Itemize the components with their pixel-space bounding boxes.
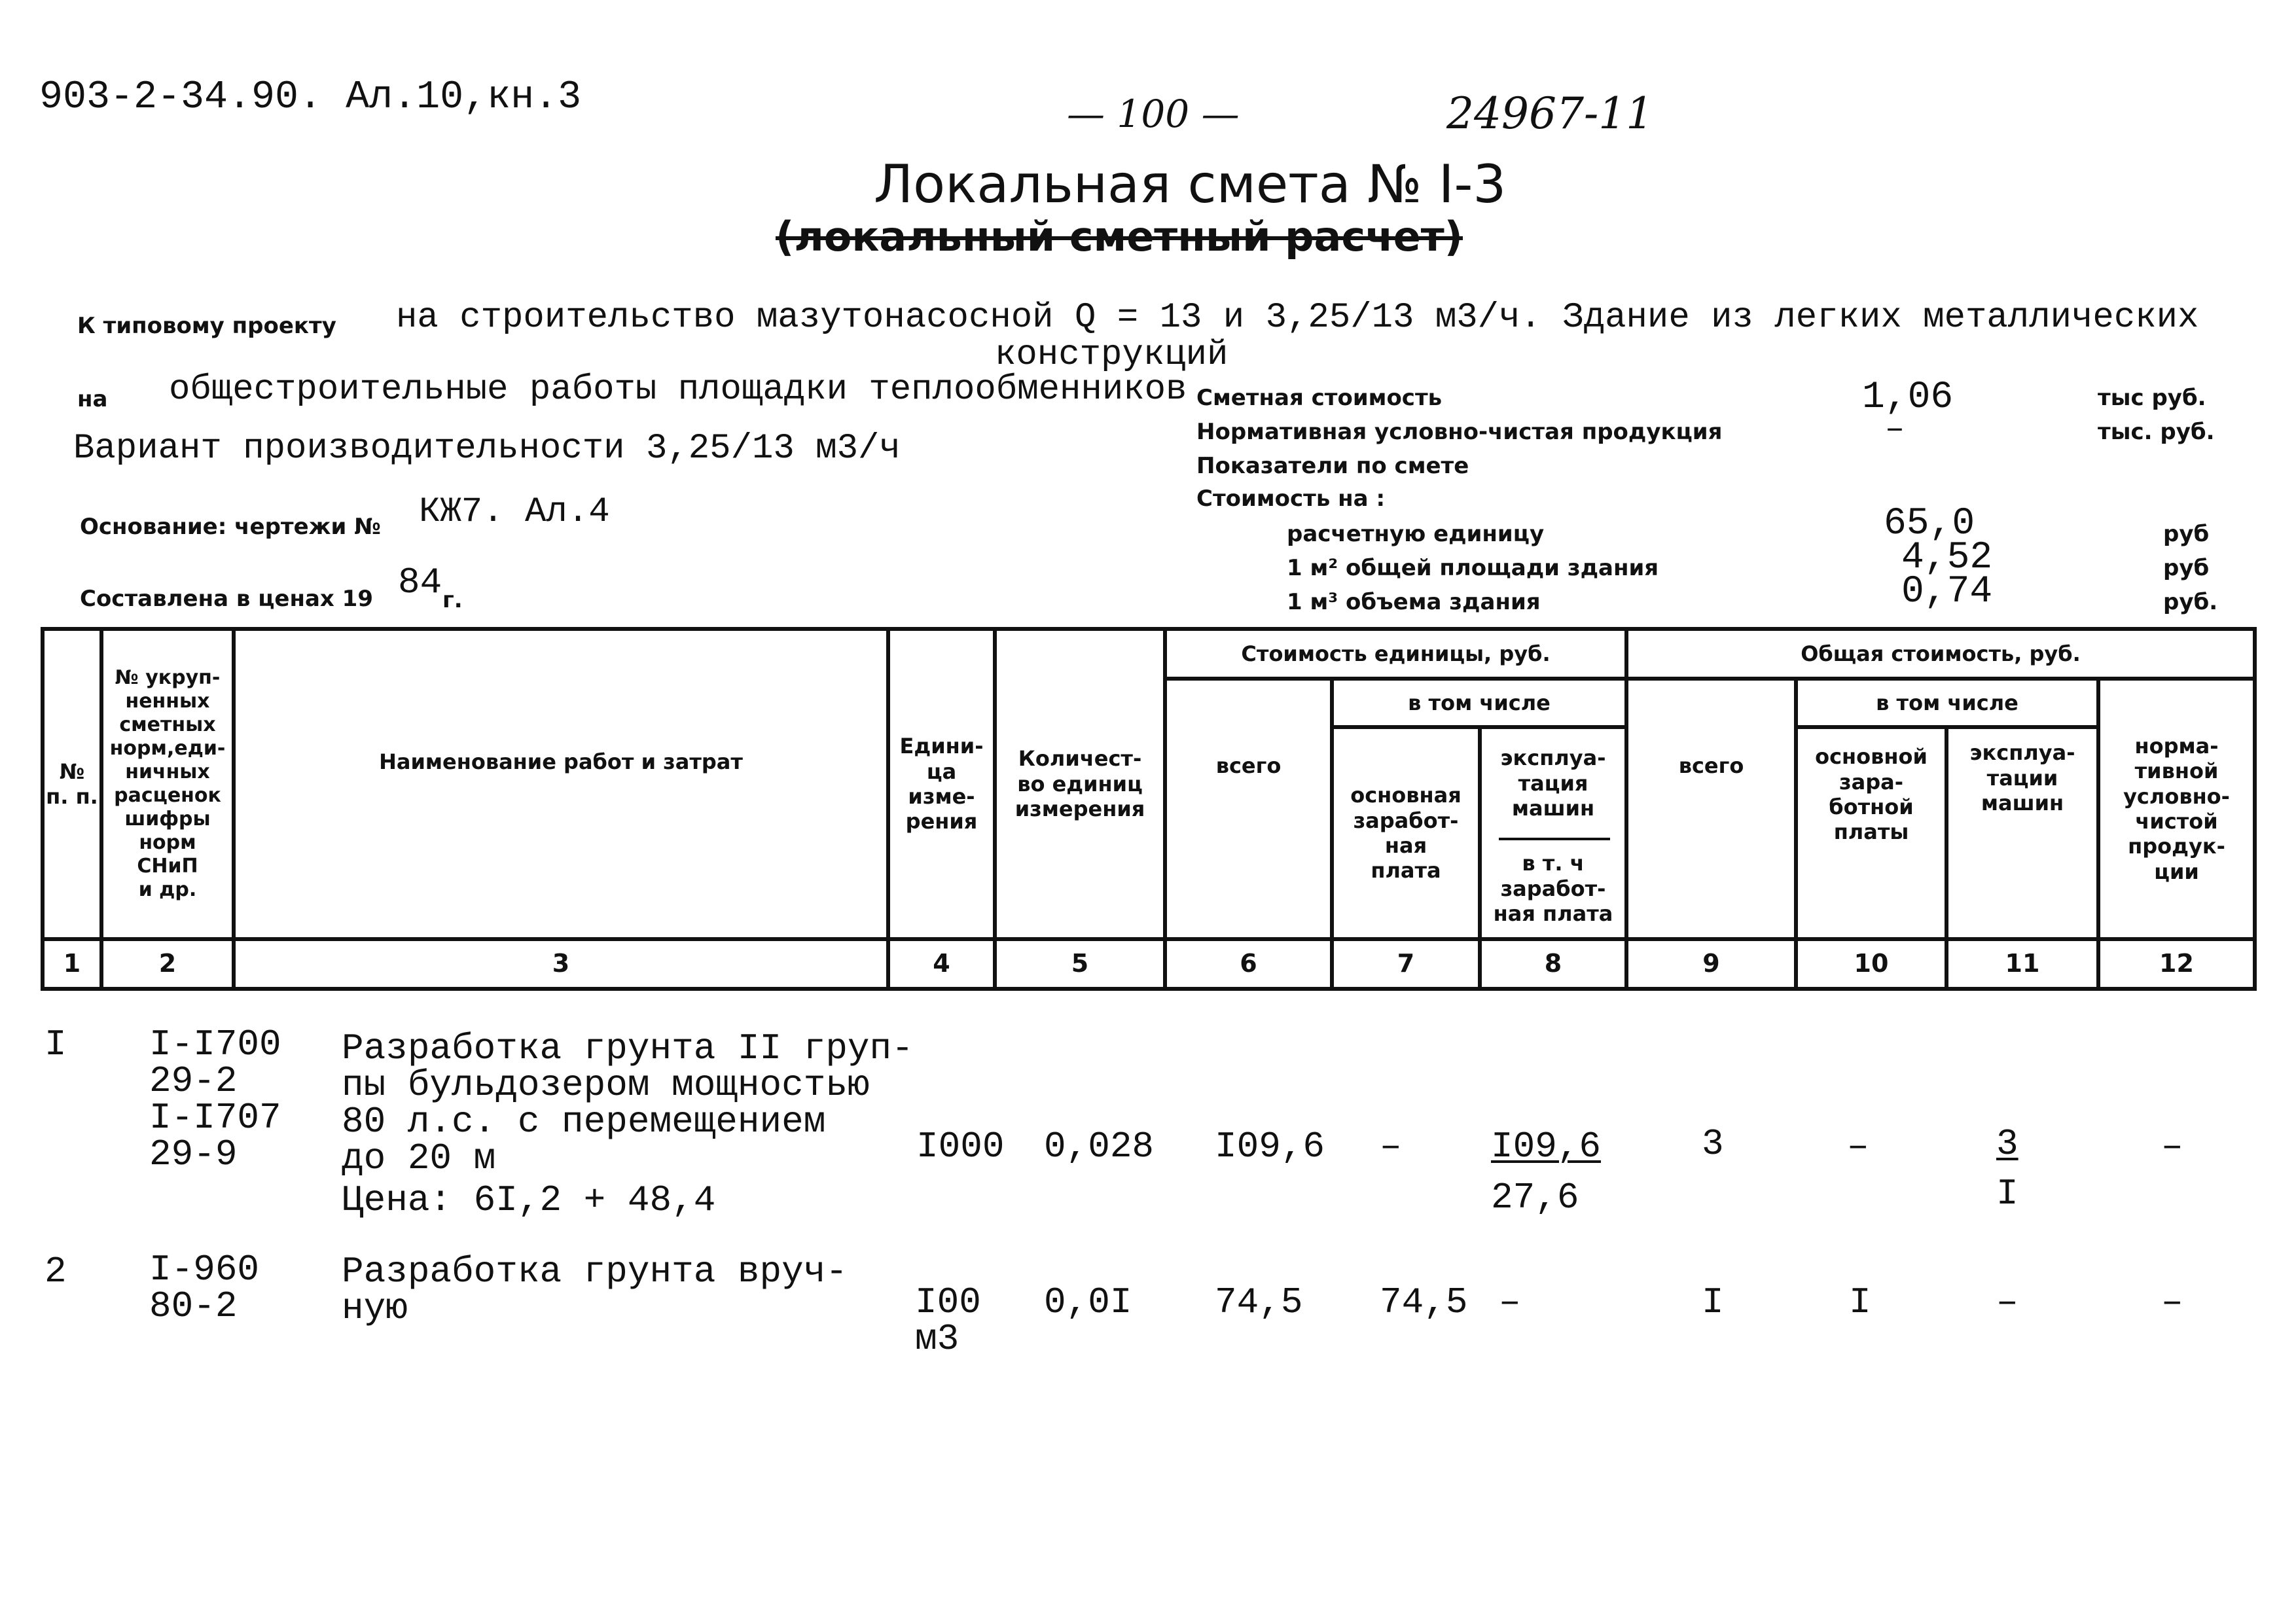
volume-unit: руб. — [2163, 589, 2218, 615]
page-subtitle: (локальный сметный расчет) — [776, 213, 1463, 260]
col-subgroup-incl-unit: в том числе — [1408, 690, 1551, 715]
col-number-5: 5 — [1071, 949, 1089, 978]
col-number-8: 8 — [1544, 949, 1562, 978]
row-total: I — [1702, 1281, 1724, 1323]
row-normative: – — [2161, 1281, 2183, 1323]
variant-text: Вариант производительности 3,25/13 м3/ч — [73, 429, 901, 469]
col-header-total: всего — [1678, 753, 1744, 778]
project-text: на строительство мазутонасосной Q = 13 и 3,25/13 м3/ч. Здание из легких металлических — [396, 298, 2199, 338]
row-unit: I00 м3 — [915, 1281, 981, 1360]
estimated-cost-label: Сметная стоимость — [1196, 385, 1443, 411]
row-unit: I000 — [916, 1126, 1005, 1168]
works-text: общестроительные работы площадки теплообменников — [169, 370, 1187, 410]
row-total-machines: 3 — [1996, 1123, 2018, 1165]
col-header-total-machines: эксплуа- тации машин — [1969, 740, 2075, 816]
row-codes: I-960 80-2 — [149, 1249, 260, 1327]
col-group-unit-cost: Стоимость единицы, руб. — [1241, 641, 1551, 666]
row-total-wage: I — [1849, 1281, 1871, 1323]
volume-value: 0,74 — [1901, 571, 1993, 613]
col-number-1: 1 — [63, 949, 81, 978]
project-text-cont: конструкций — [995, 335, 1229, 375]
normative-label: Нормативная условно-чистая продукция — [1196, 419, 1723, 445]
row-name: Разработка грунта II груп- пы бульдозером мощностью 80 л.с. с перемещением до 20 м — [342, 1027, 914, 1179]
col-number-11: 11 — [2005, 949, 2040, 978]
unit-cost-unit: руб — [2163, 521, 2210, 547]
col-group-total-cost: Общая стоимость, руб. — [1801, 641, 2081, 666]
row-name: Разработка грунта вруч- ную — [342, 1251, 848, 1329]
row-total-machines-wage: I — [1996, 1173, 2018, 1215]
indicators-label: Показатели по смете — [1196, 453, 1469, 479]
col-header-unit-machines-wage: в т. ч заработ- ная плата — [1493, 851, 1613, 927]
basis-label: Основание: чертежи № — [80, 514, 382, 540]
project-prefix: К типовому проекту — [77, 313, 336, 339]
col-number-6: 6 — [1240, 949, 1257, 978]
col-header-unit-total: всего — [1215, 753, 1282, 778]
col-header-unit-wage: основная заработ- ная плата — [1350, 783, 1462, 883]
prices-label: Составлена в ценах 19 — [80, 586, 373, 612]
prices-year: 84 — [398, 562, 442, 603]
row-qty: 0,028 — [1044, 1126, 1155, 1168]
basis-value: КЖ7. Ал.4 — [419, 492, 610, 532]
col-number-9: 9 — [1702, 949, 1720, 978]
row-total-wage: – — [1847, 1126, 1869, 1168]
inventory-number: 24967-11 — [1446, 88, 1654, 139]
document-code: 903-2-34.90. Ал.10,кн.3 — [39, 75, 582, 120]
row-number: I — [45, 1024, 67, 1065]
col-number-2: 2 — [158, 949, 177, 978]
unit-cost-label: расчетную единицу — [1287, 521, 1545, 547]
col-header-number: № п. п. — [46, 758, 98, 809]
row-unit-machines-wage: 27,6 — [1491, 1177, 1579, 1219]
row-number: 2 — [45, 1251, 67, 1293]
estimated-cost-value: 1,06 — [1862, 376, 1954, 419]
row-unit-wage: 74,5 — [1380, 1281, 1468, 1323]
row-unit-machines: I09,6 — [1491, 1126, 1602, 1168]
row-unit-total: 74,5 — [1215, 1281, 1303, 1323]
col-number-4: 4 — [933, 949, 950, 978]
col-header-unit-machines: эксплуа- тация машин — [1500, 745, 1606, 821]
row-qty: 0,0I — [1044, 1281, 1132, 1323]
row-unit-total: I09,6 — [1215, 1126, 1325, 1168]
col-header-unit: Едини- ца изме- рения — [899, 734, 984, 834]
page-title: Локальная смета № I-3 — [874, 154, 1507, 215]
area-label: 1 м² общей площади здания — [1287, 555, 1659, 581]
col-header-code: № укруп- ненных сметных норм,еди- ничных расценок шифры норм СНиП и др. — [109, 666, 226, 901]
row-unit-wage: – — [1380, 1126, 1402, 1168]
area-value: 4,52 — [1901, 537, 1993, 579]
normative-value: – — [1885, 411, 1905, 448]
row-total-machines: – — [1996, 1281, 2018, 1323]
col-header-total-wage: основной зара- ботной платы — [1815, 744, 1928, 845]
row-price-note: Цена: 6I,2 + 48,4 — [342, 1179, 716, 1221]
col-number-3: 3 — [552, 949, 570, 978]
normative-unit: тыс. руб. — [2098, 419, 2215, 445]
col-header-name: Наименование работ и затрат — [379, 749, 743, 774]
row-normative: – — [2161, 1126, 2183, 1168]
page-number: — 100 — — [1067, 92, 1240, 136]
col-number-10: 10 — [1854, 949, 1889, 978]
area-unit: руб — [2163, 555, 2210, 581]
col-header-normative: норма- тивной условно- чистой продук- ции — [2123, 733, 2230, 884]
prices-suffix: г. — [442, 587, 463, 613]
row-codes: I-I700 29-2 I-I707 29-9 — [149, 1024, 281, 1175]
works-prefix: на — [77, 386, 108, 412]
row-unit-machines: – — [1499, 1281, 1521, 1323]
unit-cost-value: 65,0 — [1884, 503, 1975, 545]
col-number-12: 12 — [2159, 949, 2194, 978]
col-number-7: 7 — [1397, 949, 1415, 978]
row-total: 3 — [1702, 1123, 1724, 1165]
volume-label: 1 м³ объема здания — [1287, 589, 1541, 615]
col-subgroup-incl-total: в том числе — [1876, 690, 2018, 715]
estimated-cost-unit: тыс руб. — [2098, 385, 2206, 411]
col-header-qty: Количест- во единиц измерения — [1014, 746, 1145, 822]
cost-on-label: Стоимость на : — [1196, 486, 1386, 512]
